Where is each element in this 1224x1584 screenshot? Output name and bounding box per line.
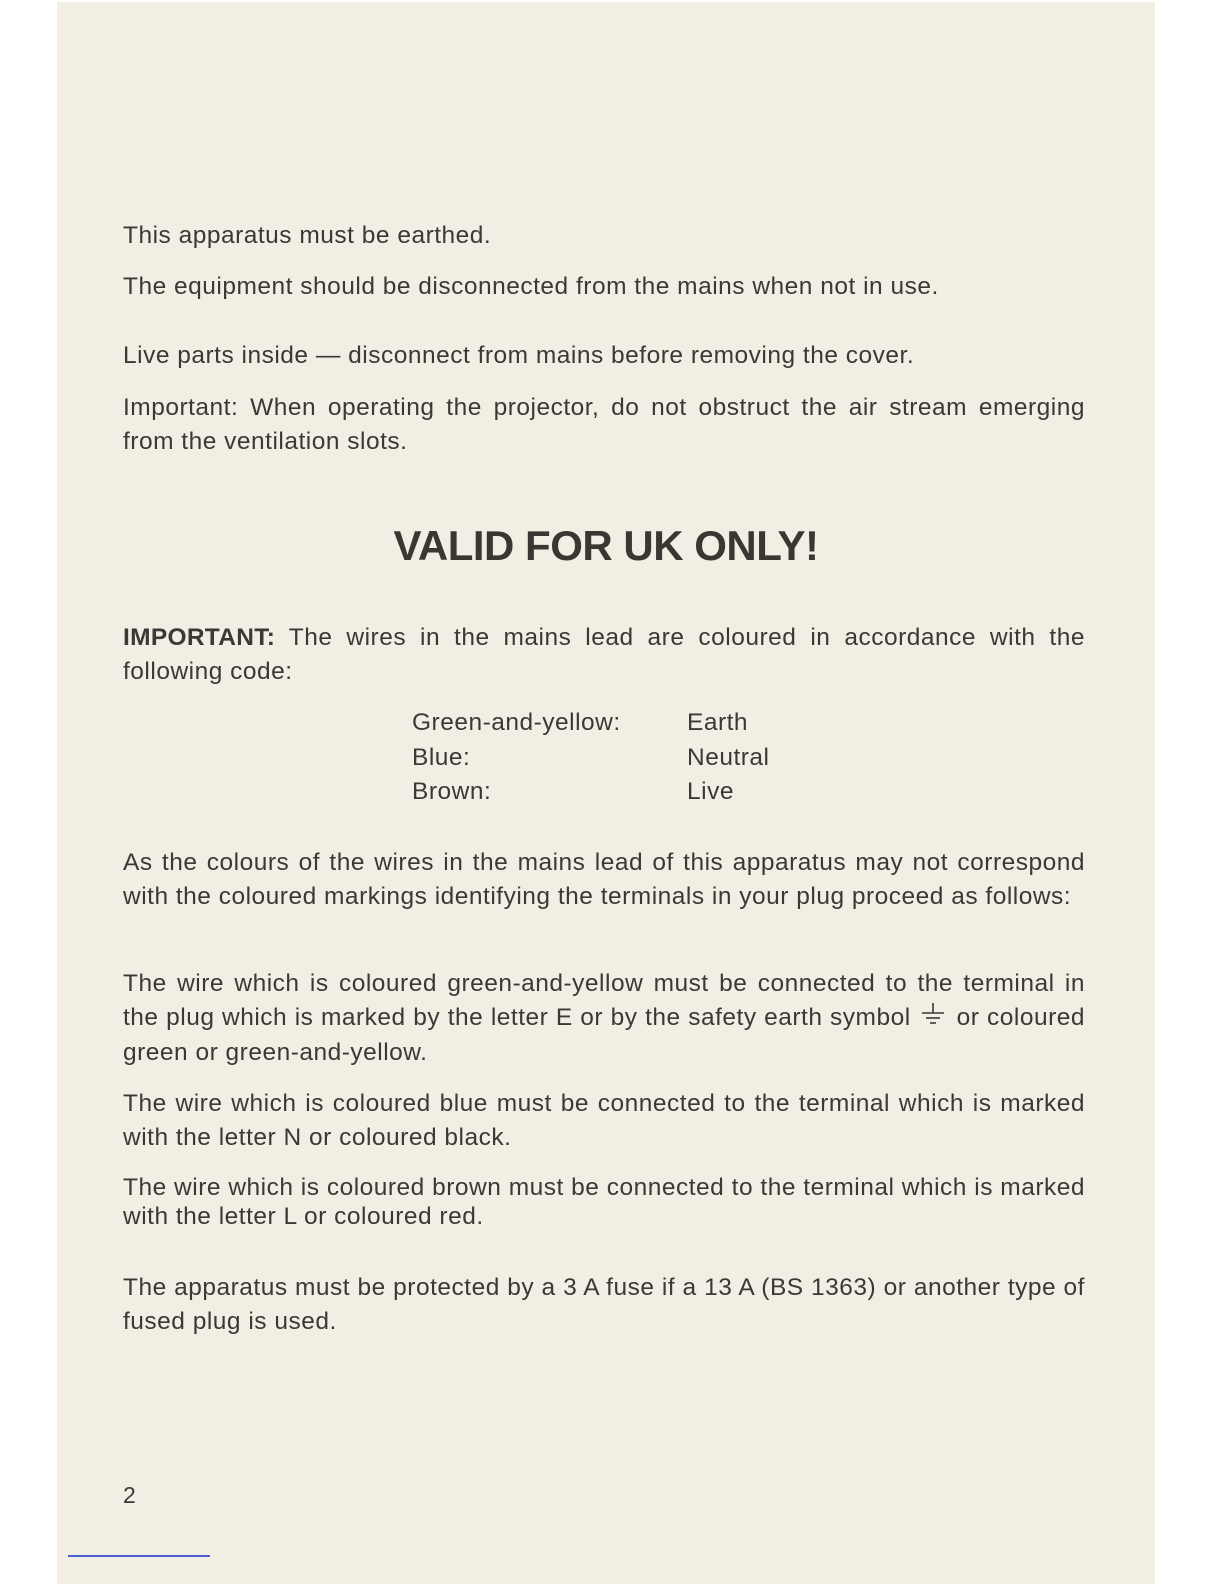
wire-row-live: [412, 775, 769, 810]
uk-only-heading: VALID FOR UK ONLY!: [393, 522, 819, 569]
wire-colour: Brown:: [412, 778, 492, 805]
wire-row-earth: [412, 706, 769, 741]
wire-role: Live: [687, 778, 734, 805]
document-page: [57, 2, 1155, 1584]
wire-row-neutral: [412, 741, 769, 776]
wire-colour: Green-and-yellow:: [412, 709, 621, 736]
blue-rule: The wire which is coloured blue must be connected to the terminal which is marked with the letter N or coloured black.: [123, 1090, 1085, 1151]
wire-colour: Blue:: [412, 743, 471, 771]
page-number: 2: [123, 1482, 136, 1508]
brown-rule: The wire which is coloured brown must be connected to the terminal which is marked with the letter L or coloured red.: [123, 1174, 1085, 1230]
bottom-link-underline: [68, 1555, 210, 1557]
wire-colour-code-table: [412, 706, 769, 810]
wire-role: Earth: [687, 709, 749, 736]
warning-live-parts: Live parts inside — disconnect from mains before removing the cover.: [123, 342, 915, 369]
green-yellow-rule: [123, 967, 1085, 1070]
green-yellow-rule-before: The wire which is coloured green-and-yellow must be connected to the terminal in the plug which is marked by the letter E or by the safety earth symbol: [123, 970, 1085, 1031]
important-paragraph: [123, 621, 1085, 689]
important-label: IMPORTANT:: [123, 624, 276, 651]
warning-disconnect: The equipment should be disconnected from the mains when not in use.: [123, 273, 939, 300]
warning-earthed: This apparatus must be earthed.: [123, 222, 492, 249]
warning-ventilation: Important: When operating the projector, do not obstruct the air stream emerging from the ventilation slots.: [123, 394, 1085, 455]
fuse-rule: The apparatus must be protected by a 3 A fuse if a 13 A (BS 1363) or another type of fused plug is used.: [123, 1274, 1085, 1335]
earth-ground-icon: [919, 1002, 947, 1036]
important-text: The wires in the mains lead are coloured in accordance with the following code:: [123, 624, 1085, 685]
proceed-paragraph: As the colours of the wires in the mains lead of this apparatus may not correspond with the coloured markings identifying the terminals in your plug proceed as follows:: [123, 849, 1085, 910]
wire-role: Neutral: [687, 743, 770, 771]
green-yellow-rule-after: or coloured green or green-and-yellow.: [123, 1004, 1085, 1066]
